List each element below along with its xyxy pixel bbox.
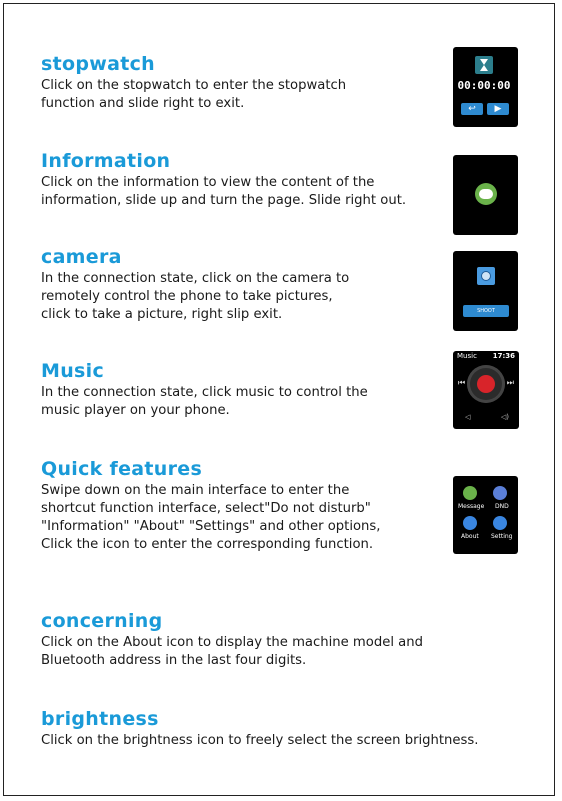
- setting-label: Setting: [491, 533, 513, 540]
- info-icon: [463, 516, 477, 530]
- section-information: [41, 150, 406, 210]
- body-line: function and slide right to exit.: [41, 96, 245, 111]
- music-title: Music: [457, 352, 477, 360]
- section-title: camera: [41, 246, 122, 268]
- body-line: Click the icon to enter the corresponding function.: [41, 537, 374, 552]
- back-button: ↩: [461, 103, 483, 115]
- stopwatch-screenshot: [453, 47, 518, 127]
- music-clock: 17:36: [492, 352, 515, 360]
- music-screenshot: [453, 351, 519, 429]
- section-music: [41, 360, 368, 420]
- body-line: Click on the About icon to display the machine model and: [41, 635, 423, 650]
- section-title: Quick features: [41, 458, 203, 480]
- section-body: [41, 634, 423, 670]
- section-title: concerning: [41, 610, 163, 632]
- information-screenshot: [453, 155, 518, 235]
- next-icon: ⏭: [506, 378, 514, 387]
- body-line: information, slide up and turn the page. Slide right out.: [41, 193, 407, 208]
- dnd-label: DND: [495, 503, 509, 510]
- section-body: [41, 174, 406, 210]
- section-title: Information: [41, 150, 171, 172]
- play-button: ▶: [487, 103, 509, 115]
- section-body: [41, 384, 368, 420]
- body-line: remotely control the phone to take pictures,: [41, 289, 333, 304]
- body-line: shortcut function interface, select"Do not disturb": [41, 501, 371, 516]
- body-line: Click on the brightness icon to freely select the screen brightness.: [41, 733, 479, 748]
- volume-up-icon: ◁): [500, 413, 509, 421]
- message-icon: [463, 486, 477, 500]
- shoot-button: SHOOT: [463, 305, 509, 317]
- body-line: Click on the information to view the content of the: [41, 175, 375, 190]
- body-line: click to take a picture, right slip exit.: [41, 307, 283, 322]
- body-line: Swipe down on the main interface to enter the: [41, 483, 350, 498]
- section-stopwatch: [41, 53, 346, 113]
- section-concerning: [41, 610, 423, 670]
- hourglass-icon: [475, 56, 493, 74]
- section-quick-features: [41, 458, 380, 554]
- section-title: Music: [41, 360, 105, 382]
- body-line: In the connection state, click music to control the: [41, 385, 368, 400]
- section-brightness: [41, 708, 478, 750]
- body-line: Click on the stopwatch to enter the stopwatch: [41, 78, 347, 93]
- volume-down-icon: ◁: [465, 413, 471, 421]
- camera-screenshot: [453, 251, 518, 331]
- play-icon: [477, 375, 495, 393]
- message-bubble-icon: [475, 183, 497, 205]
- disc-icon: [467, 365, 505, 403]
- section-body: [41, 732, 478, 750]
- section-title: stopwatch: [41, 53, 155, 75]
- quick-features-screenshot: [453, 476, 518, 554]
- body-line: "Information" "About" "Settings" and other options,: [41, 519, 381, 534]
- body-line: music player on your phone.: [41, 403, 230, 418]
- message-label: Message: [458, 503, 485, 510]
- about-label: About: [461, 533, 479, 540]
- camera-icon: [477, 267, 495, 285]
- section-body: [41, 77, 346, 113]
- previous-icon: ⏮: [458, 378, 466, 387]
- gear-icon: [493, 516, 507, 530]
- section-body: [41, 482, 380, 554]
- body-line: Bluetooth address in the last four digits.: [41, 653, 307, 668]
- body-line: In the connection state, click on the camera to: [41, 271, 350, 286]
- section-camera: [41, 246, 349, 324]
- moon-icon: [493, 486, 507, 500]
- stopwatch-time: 00:00:00: [457, 79, 511, 92]
- section-body: [41, 270, 349, 324]
- section-title: brightness: [41, 708, 159, 730]
